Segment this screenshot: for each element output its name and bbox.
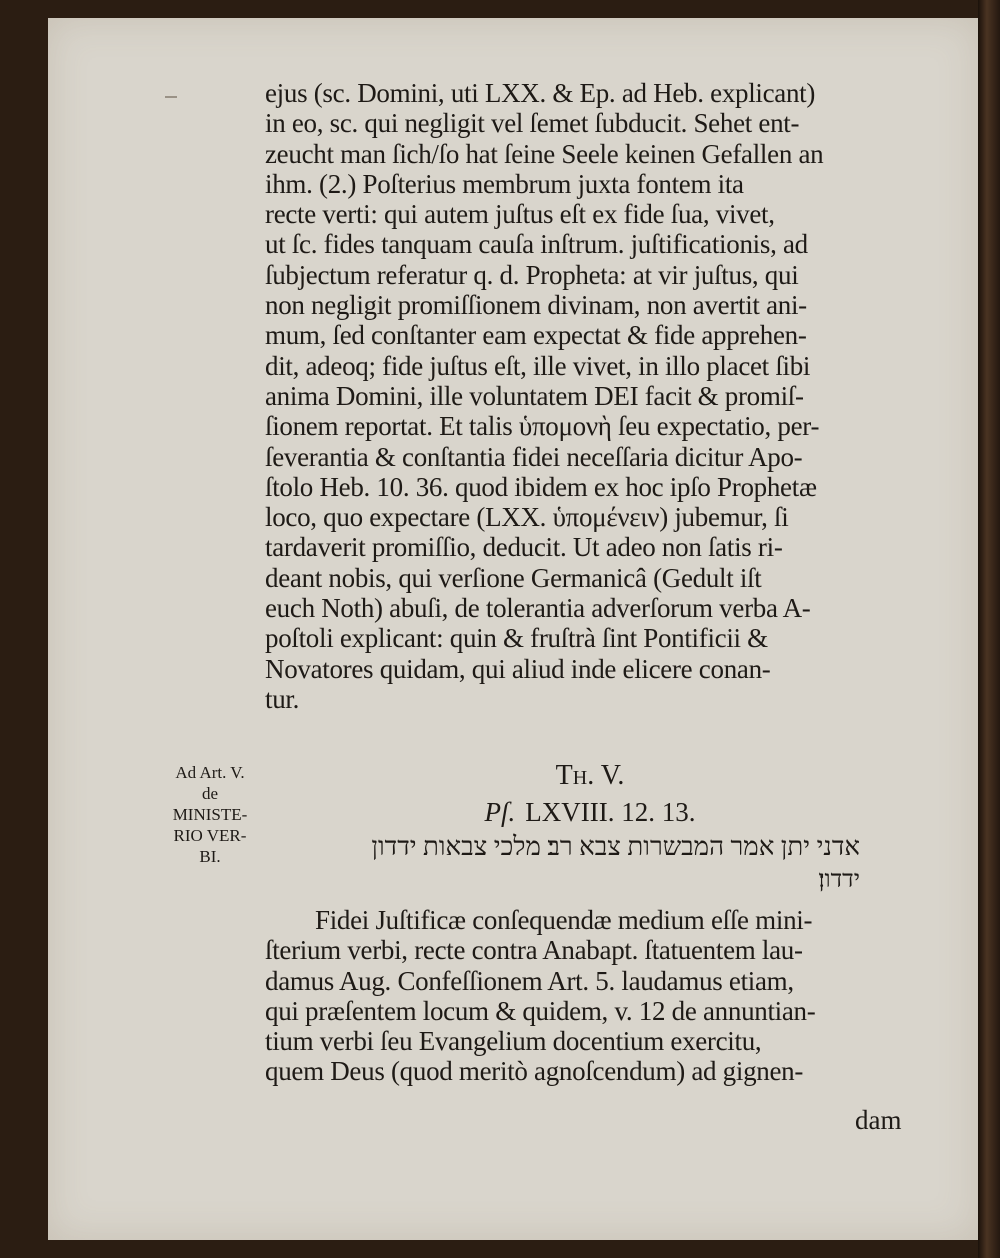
text-line: ut ſc. fides tanquam cauſa inſtrum. juſtificationis, ad	[265, 229, 808, 260]
text-line: ejus (sc. Domini, uti LXX. & Ep. ad Heb. explicant)	[265, 78, 816, 108]
margin-note-line: RIO VER-	[173, 826, 247, 845]
second-text-block	[265, 905, 920, 1087]
text-line: loco, quo expectare (LXX. ὑπομένειν) jubemur, ſi	[265, 502, 789, 533]
text-line: recte verti: qui autem juſtus eſt ex fide ſua, vivet,	[265, 199, 775, 230]
text-line: dit, adeoq; fide juſtus eſt, ille vivet, in illo placet ſibi	[265, 350, 811, 381]
psalm-abbr: Pſ.	[484, 797, 516, 827]
text-line: tium verbi ſeu Evangelium docentium exercitu,	[265, 1026, 762, 1057]
margin-note-line: Ad Art. V.	[175, 763, 245, 782]
text-line: damus Aug. Confeſſionem Art. 5. laudamus etiam,	[265, 965, 794, 996]
hebrew-verse-continuation: ידדון׃	[818, 867, 860, 893]
text-line: anima Domini, ille voluntatem DEI facit & promiſ-	[265, 380, 804, 411]
thesis-heading-block	[265, 758, 915, 896]
text-line: Novatores quidam, qui aliud inde elicere conan-	[265, 653, 771, 684]
thesis-title: Th. V.	[555, 760, 625, 791]
margin-note-line: MINISTE-	[172, 805, 248, 824]
text-line: in eo, sc. qui negligit vel ſemet ſubducit. Sehet ent-	[265, 108, 800, 139]
text-line: ſeverantia & conſtantia fidei neceſſaria dicitur Apo-	[265, 441, 803, 472]
text-line: tur.	[265, 683, 300, 714]
psalm-reference	[265, 794, 915, 830]
text-line: quem Deus (quod meritò agnoſcendum) ad gignen-	[265, 1056, 804, 1087]
text-line: mum, ſed conſtanter eam expectat & fide apprehen-	[265, 320, 807, 351]
text-line: ſionem reportat. Et talis ὑπομονὴ ſeu expectatio, per-	[265, 411, 820, 442]
margin-note	[150, 762, 270, 867]
margin-dash	[165, 96, 177, 98]
text-line: ſterium verbi, recte contra Anabapt. ſtatuentem lau-	[265, 935, 803, 966]
text-line: zeucht man ſich/ſo hat ſeine Seele keinen Gefallen an	[265, 138, 824, 169]
margin-note-line: BI.	[199, 847, 221, 866]
catchword: dam	[855, 1105, 902, 1135]
text-line: poſtoli explicant: quin & fruſtrà ſint Pontificii &	[265, 623, 768, 654]
psalm-ref-number: LXVIII. 12. 13.	[525, 797, 696, 827]
margin-note-line: de	[201, 784, 219, 803]
text-line: qui præſentem locum & quidem, v. 12 de annuntian-	[265, 995, 816, 1026]
text-line: tardaverit promiſſio, deducit. Ut adeo non ſatis ri-	[265, 532, 783, 563]
text-line: Fidei Juſtificæ conſequendæ medium eſſe mini-	[315, 905, 813, 935]
book-binding-edge	[978, 0, 1000, 1258]
text-line: deant nobis, qui verſione Germanicâ (Gedult iſt	[265, 562, 762, 593]
hebrew-verse: אדני יתן אמר המבשרות צבא רב׃ מלכי צבאות ידדון	[371, 832, 860, 861]
text-line: non negligit promiſſionem divinam, non avertit ani-	[265, 290, 807, 321]
main-text-block	[265, 78, 915, 714]
text-line: ihm. (2.) Poſterius membrum juxta fontem ita	[265, 168, 744, 199]
text-line: ſtolo Heb. 10. 36. quod ibidem ex hoc ipſo Prophetæ	[265, 471, 817, 502]
text-line: ſubjectum referatur q. d. Propheta: at vir juſtus, qui	[265, 259, 799, 290]
text-line: euch Noth) abuſi, de tolerantia adverſorum verba A-	[265, 593, 811, 624]
